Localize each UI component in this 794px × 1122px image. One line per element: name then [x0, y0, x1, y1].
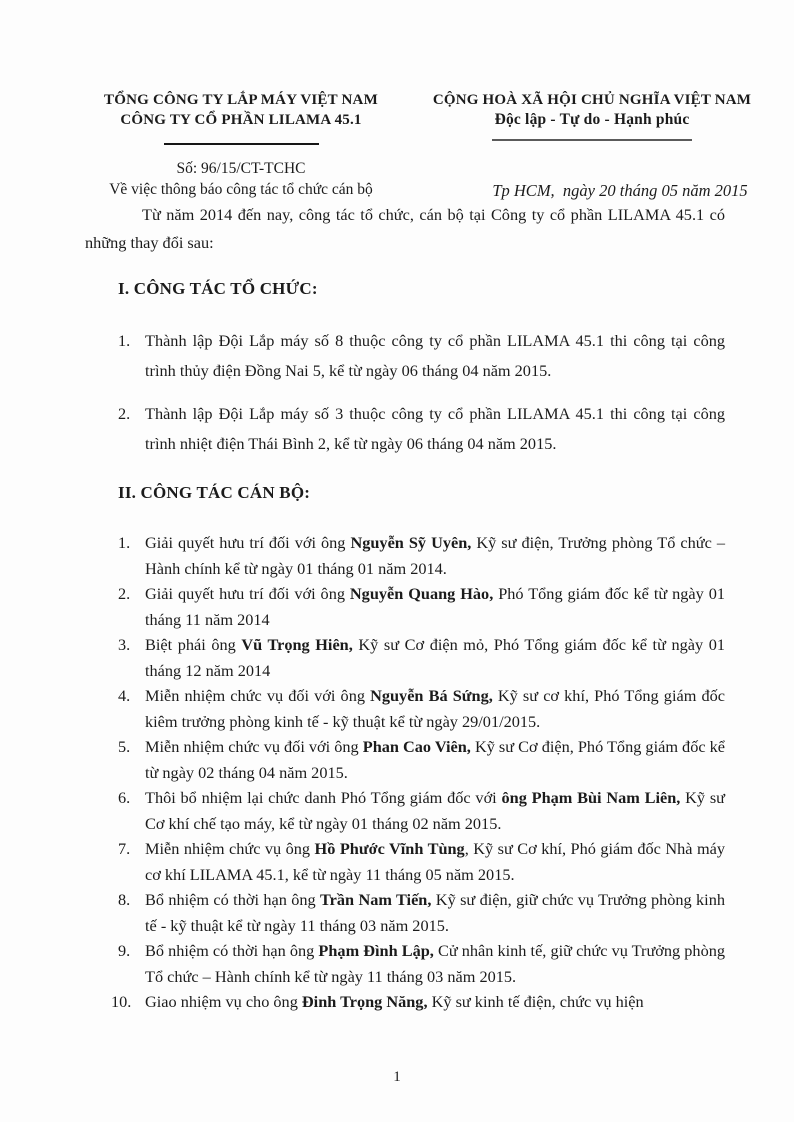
issuer-block	[85, 90, 397, 201]
item-text-post: Kỹ sư Cơ điện mỏ, Phó Tổng giám đốc kể từ ngày 01 tháng 12 năm 2014	[145, 635, 726, 680]
item-text-post: Kỹ sư điện, Trưởng phòng Tổ chức – Hành chính kể từ ngày 01 tháng 01 năm 2014.	[145, 533, 725, 578]
item-number: 1.	[118, 331, 131, 350]
item-text-post: Phó Tổng giám đốc kể từ ngày 01 tháng 11 năm 2014	[145, 584, 725, 629]
document-header	[85, 90, 760, 201]
item-text: Miễn nhiệm chức vụ đối với ông	[145, 686, 371, 705]
item-text: Thành lập Đội Lắp máy số 3 thuộc công ty cổ phần LILAMA 45.1 thi công tại công trình nhiệt điện Thái Bình 2, kể từ ngày 06 tháng 04 năm 2015.	[145, 404, 725, 453]
item-text-post: Cử nhân kinh tế, giữ chức vụ Trưởng phòng Tổ chức – Hành chính kể từ ngày 11 tháng 03 năm 2015.	[145, 941, 725, 986]
item-text-post: Kỹ sư cơ khí, Phó Tổng giám đốc kiêm trưởng phòng kinh tế - kỹ thuật kể từ ngày 29/01/2015.	[145, 686, 725, 731]
section2-list	[85, 530, 725, 1015]
document-number: Số: 96/15/CT-TCHC	[176, 160, 306, 177]
item-number: 8.	[118, 890, 131, 909]
document-subject: Về việc thông báo công tác tổ chức cán bộ	[109, 181, 373, 198]
section1-heading: I. CÔNG TÁC TỔ CHỨC:	[118, 279, 318, 298]
list-item	[85, 734, 725, 785]
item-text: Bổ nhiệm có thời hạn ông	[145, 890, 321, 909]
item-text: Bổ nhiệm có thời hạn ông	[145, 941, 319, 960]
list-item	[85, 836, 725, 887]
national-motto: Độc lập - Tự do - Hạnh phúc	[494, 111, 690, 128]
list-item	[85, 989, 725, 1015]
person-name: Nguyễn Sỹ Uyên,	[350, 533, 472, 552]
list-item	[85, 530, 725, 581]
item-text-post: Kỹ sư Cơ khí chế tạo máy, kể từ ngày 01 tháng 02 năm 2015.	[145, 788, 725, 833]
person-name: Vũ Trọng Hiên,	[241, 635, 353, 654]
issuer-parent-company: TỔNG CÔNG TY LẮP MÁY VIỆT NAM	[104, 92, 378, 108]
section2-heading: II. CÔNG TÁC CÁN BỘ:	[118, 483, 311, 502]
item-number: 6.	[118, 788, 131, 807]
national-title: CỘNG HOÀ XÃ HỘI CHỦ NGHĨA VIỆT NAM	[432, 92, 752, 108]
item-text: Thôi bổ nhiệm lại chức danh Phó Tổng giám đốc với	[145, 788, 502, 807]
list-item	[85, 581, 725, 632]
page-number: 1	[393, 1069, 401, 1085]
person-name: Nguyễn Quang Hào,	[349, 584, 494, 603]
item-number: 1.	[118, 533, 131, 552]
document-body	[85, 201, 725, 1015]
item-number: 10.	[111, 992, 132, 1011]
item-text-post: Kỹ sư Cơ điện, Phó Tổng giám đốc kể từ ngày 02 tháng 04 năm 2015.	[145, 737, 725, 782]
item-text: Giải quyết hưu trí đối với ông	[145, 533, 351, 552]
list-item	[85, 938, 725, 989]
list-item	[85, 399, 725, 459]
page-footer	[0, 1069, 794, 1086]
person-name: Trần Nam Tiến,	[320, 890, 432, 909]
person-name: Hồ Phước Vĩnh Tùng	[314, 839, 465, 858]
item-text: Miễn nhiệm chức vụ ông	[145, 839, 315, 858]
item-number: 2.	[118, 584, 131, 603]
item-number: 4.	[118, 686, 131, 705]
list-item	[85, 326, 725, 386]
section1-list	[85, 326, 725, 459]
person-name: Phạm Đình Lập,	[318, 941, 434, 960]
item-text: Biệt phái ông	[145, 635, 242, 654]
list-item	[85, 785, 725, 836]
list-item	[85, 887, 725, 938]
item-number: 7.	[118, 839, 131, 858]
person-name: Nguyễn Bá Sứng,	[370, 686, 493, 705]
list-item	[85, 632, 725, 683]
issuer-underline	[164, 143, 319, 145]
item-text-post: Kỹ sư điện, giữ chức vụ Trưởng phòng kinh tế - kỹ thuật kể từ ngày 11 tháng 03 năm 2015.	[145, 890, 725, 935]
item-text: Giao nhiệm vụ cho ông	[145, 992, 302, 1011]
item-number: 3.	[118, 635, 131, 654]
item-number: 9.	[118, 941, 131, 960]
person-name: ông Phạm Bùi Nam Liên,	[501, 788, 681, 807]
person-name: Đinh Trọng Năng,	[301, 992, 428, 1011]
item-number: 5.	[118, 737, 131, 756]
national-motto-block	[424, 90, 760, 201]
motto-underline	[492, 139, 692, 141]
intro-paragraph: Từ năm 2014 đến nay, công tác tổ chức, cán bộ tại Công ty cổ phần LILAMA 45.1 có những thay đổi sau:	[85, 205, 725, 252]
item-text: Thành lập Đội Lắp máy số 8 thuộc công ty cổ phần LILAMA 45.1 thi công tại công trình thủy điện Đồng Nai 5, kể từ ngày 06 tháng 04 năm 2015.	[145, 331, 725, 380]
person-name: Phan Cao Viên,	[362, 737, 471, 756]
item-text: Giải quyết hưu trí đối với ông	[145, 584, 350, 603]
item-number: 2.	[118, 404, 131, 423]
item-text-post: Kỹ sư kinh tế điện, chức vụ hiện	[427, 992, 644, 1011]
place-date-line: Tp HCM, ngày 20 tháng 05 năm 2015	[492, 181, 748, 200]
item-text: Miễn nhiệm chức vụ đối với ông	[145, 737, 363, 756]
list-item	[85, 683, 725, 734]
item-text-post: , Kỹ sư Cơ khí, Phó giám đốc Nhà máy cơ khí LILAMA 45.1, kể từ ngày 11 tháng 05 năm 2015.	[145, 839, 725, 884]
issuer-company: CÔNG TY CỔ PHẦN LILAMA 45.1	[120, 112, 362, 128]
